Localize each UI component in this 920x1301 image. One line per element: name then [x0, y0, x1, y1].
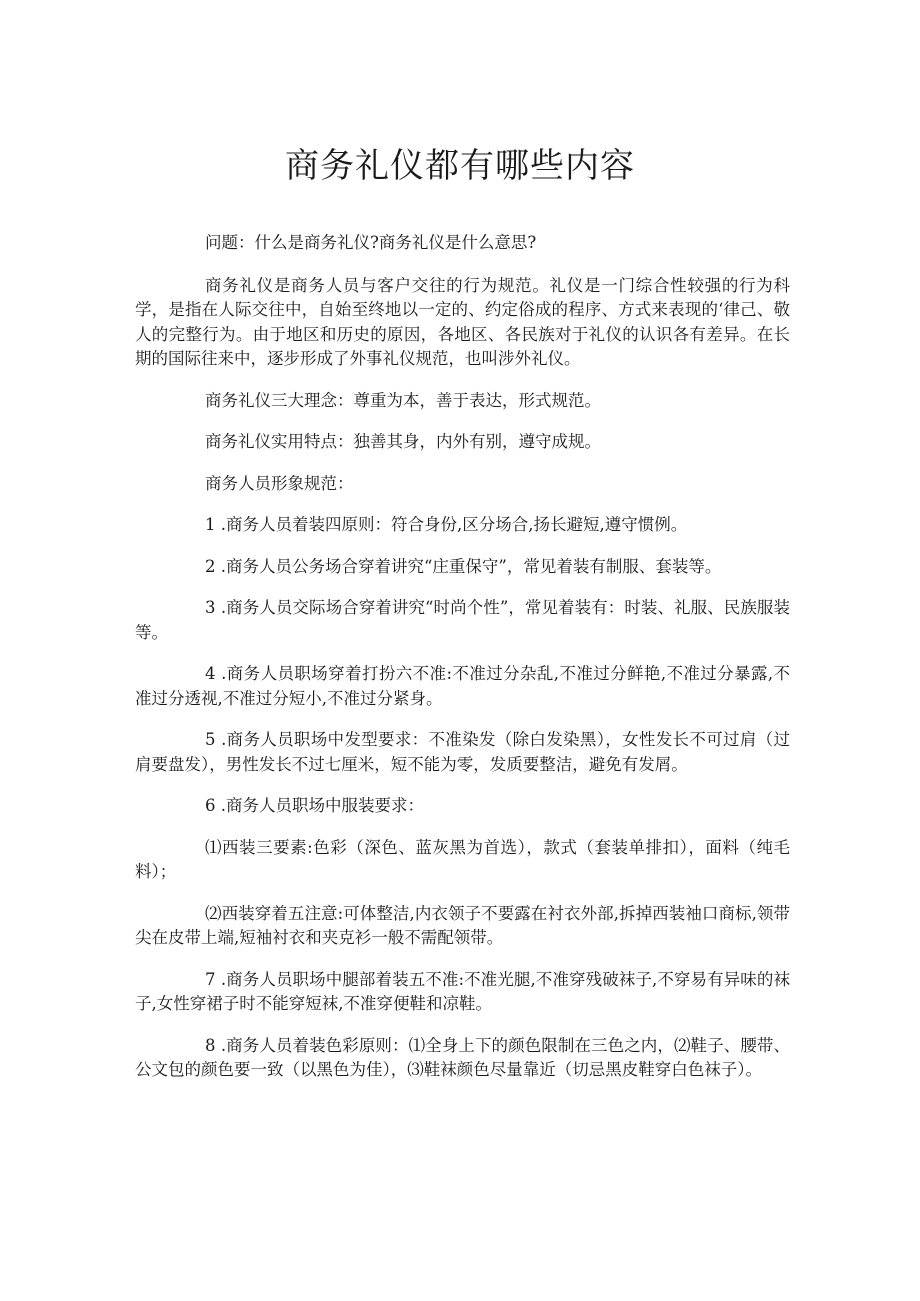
image-standards-heading: 商务人员形象规范： — [205, 473, 354, 493]
list-item-2: 2 .商务人员公务场合穿着讲究“庄重保守”，常见着装有制服、套装等。 — [205, 556, 722, 576]
list-item-4: 4 .商务人员职场穿着打扮六不准:不准过分杂乱,不准过分鲜艳,不准过分暴露,不准过分透视,不准过分短小,不准过分紧身。 — [135, 664, 790, 708]
list-item-6: 6 .商务人员职场中服装要求： — [205, 796, 424, 815]
list-item-1: 1 .商务人员着装四原则：符合身份,区分场合,扬长避短,遵守惯例。 — [205, 515, 688, 534]
list-item-7: 7 .商务人员职场中腿部着装五不准:不准光腿,不准穿残破袜子,不穿易有异味的袜子,女性穿裙子时不能穿短袜,不准穿便鞋和凉鞋。 — [135, 969, 790, 1013]
sub-item-1: ⑴西装三要素:色彩（深色、蓝灰黑为首选），款式（套装单排扣），面料（纯毛料）； — [135, 837, 790, 881]
three-concepts-paragraph: 商务礼仪三大理念：尊重为本，善于表达，形式规范。 — [205, 390, 601, 410]
document-body — [135, 231, 790, 1100]
practical-features-paragraph: 商务礼仪实用特点：独善其身，内外有别，遵守成规。 — [205, 432, 601, 451]
document-title: 商务礼仪都有哪些内容 — [285, 146, 635, 186]
question-paragraph: 问题：什么是商务礼仪?商务礼仪是什么意思? — [205, 233, 537, 252]
list-item-5: 5 .商务人员职场中发型要求：不准染发（除白发染黑），女性发长不可过肩（过肩要盘发），男性发长不过七厘米，短不能为零，发质要整洁，避免有发屑。 — [135, 730, 790, 774]
definition-paragraph: 商务礼仪是商务人员与客户交往的行为规范。礼仪是一门综合性较强的行为科学，是指在人际交往中，自始至终地以一定的、约定俗成的程序、方式来表现的‘律己、敬人的完整行为。由于地区和历史的原因，各地区、各民族对于礼仪的认识各有差异。在长期的国际往来中，逐步形成了外事礼仪规范，也叫涉外礼仪。 — [135, 275, 790, 368]
sub-item-2: ⑵西装穿着五注意:可体整洁,内衣领子不要露在衬衣外部,拆掉西装袖口商标,领带尖在皮带上端,短袖衬衣和夹克衫一般不需配领带。 — [135, 903, 790, 947]
list-item-8: 8 .商务人员着装色彩原则：⑴全身上下的颜色限制在三色之内，⑵鞋子、腰带、公文包的颜色要一致（以黑色为佳），⑶鞋袜颜色尽量靠近（切忌黑皮鞋穿白色袜子）。 — [135, 1035, 790, 1079]
list-item-3: 3 .商务人员交际场合穿着讲究“时尚个性”，常见着装有：时装、礼服、民族服装等。 — [135, 598, 790, 642]
